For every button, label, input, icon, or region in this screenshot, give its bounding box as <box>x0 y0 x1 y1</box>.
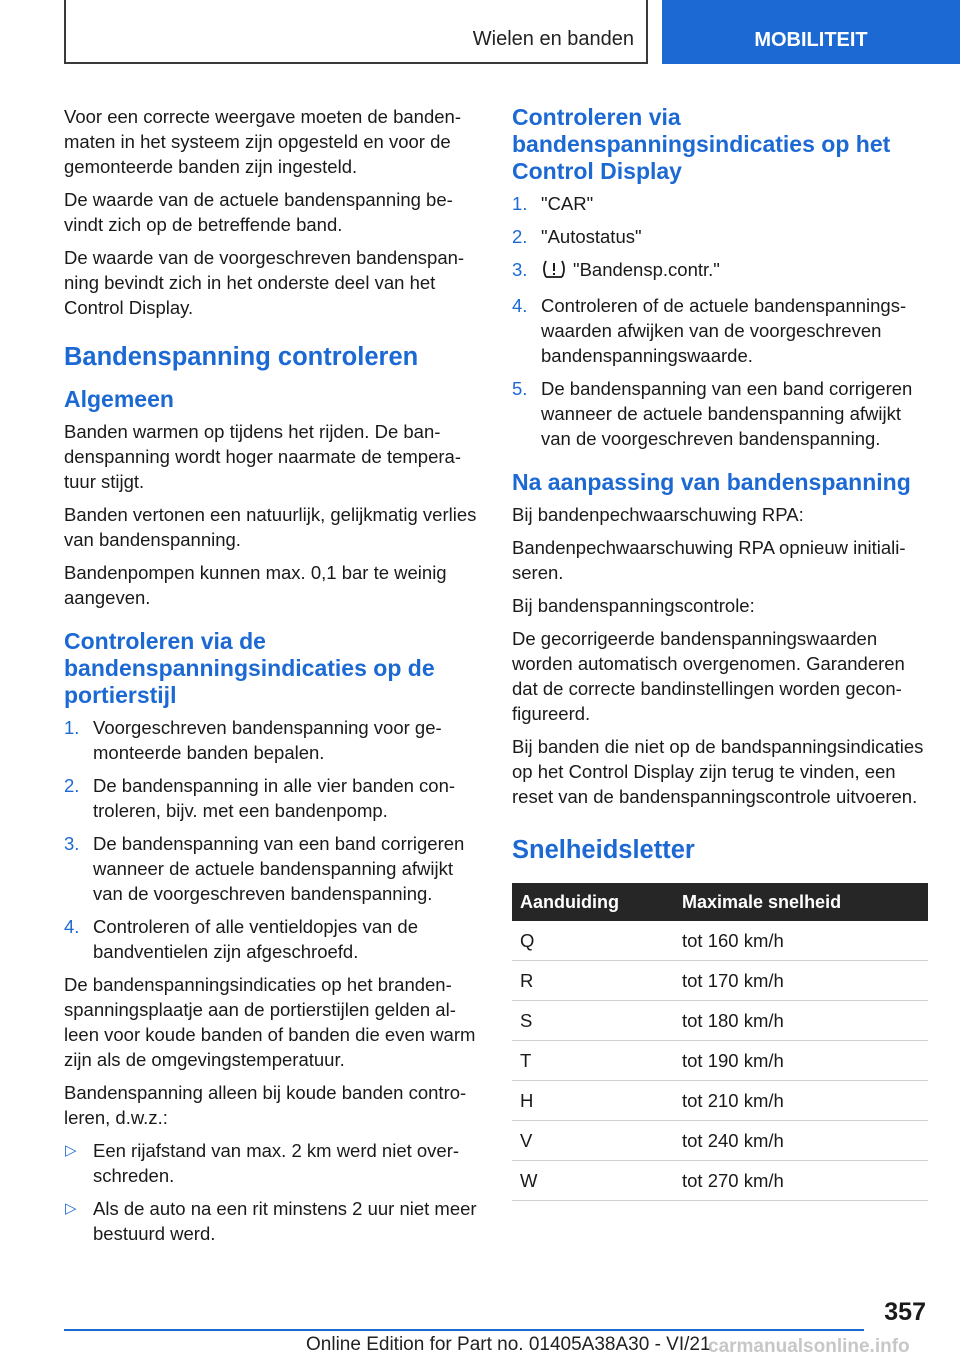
step-text: Voorgeschreven bandenspanning voor gemonteerde banden bepalen. <box>93 717 442 763</box>
algemeen-paragraph: Banden vertonen een natuurlijk, gelijkmatig verlies van bandenspanning. <box>64 504 477 550</box>
step-number: 1. <box>512 193 528 214</box>
step-number: 1. <box>64 717 80 738</box>
left-column <box>64 104 478 1254</box>
step-number: 3. <box>64 833 80 854</box>
speed-letter: S <box>512 1001 682 1041</box>
portierstijl-steps <box>64 715 478 964</box>
footer-divider <box>64 1329 864 1331</box>
list-item <box>64 914 478 964</box>
bullet-triangle-icon: ▷ <box>65 1200 77 1217</box>
step-number: 2. <box>512 226 528 247</box>
aanpassing-paragraph: Bij banden die niet op de bandspanningsindicaties op het Control Display zijn terug te vinden, een reset van de bandenspanningscontrole uitvoeren. <box>512 736 924 807</box>
header-chapter-tab: MOBILITEIT <box>662 0 960 64</box>
step-text: De bandenspanning in alle vier banden controleren, bijv. met een bandenpomp. <box>93 775 456 821</box>
table-row <box>512 1121 928 1161</box>
step-text: "Bandensp.contr." <box>573 259 720 280</box>
max-speed: tot 170 km/h <box>682 961 928 1001</box>
max-speed: tot 190 km/h <box>682 1041 928 1081</box>
table-row <box>512 1001 928 1041</box>
portierstijl-note: De bandenspanningsindicaties op het brandenspanningsplaatje aan de portierstijlen gelden alleen voor koude banden of banden die even warm zijn als de omgevingstemperatuur. <box>64 974 476 1070</box>
column-header-aanduiding: Aanduiding <box>512 883 682 921</box>
speed-letter: V <box>512 1121 682 1161</box>
bullet-text: Een rijafstand van max. 2 km werd niet overschreden. <box>93 1140 460 1186</box>
max-speed: tot 240 km/h <box>682 1121 928 1161</box>
aanpassing-paragraph: De gecorrigeerde bandenspanningswaarden worden automatisch overgenomen. Garanderen dat de correcte bandinstellingen worden geconfigureerd. <box>512 628 905 724</box>
bullet-triangle-icon: ▷ <box>65 1142 77 1159</box>
step-text: Controleren of alle ventieldopjes van de bandventielen zijn afgeschroefd. <box>93 916 418 962</box>
list-item <box>64 1138 478 1188</box>
aanpassing-paragraph: Bandenpechwaarschuwing RPA opnieuw initialiseren. <box>512 537 906 583</box>
table-row <box>512 961 928 1001</box>
intro-paragraph: De waarde van de actuele bandenspanning bevindt zich op de betreffende band. <box>64 189 453 235</box>
header-section-title: Wielen en banden <box>472 28 634 50</box>
heading-na-aanpassing: Na aanpassing van bandenspanning <box>512 469 911 495</box>
portierstijl-note: Bandenspanning alleen bij koude banden controleren, d.w.z.: <box>64 1082 467 1128</box>
control-display-steps <box>512 191 928 451</box>
max-speed: tot 270 km/h <box>682 1161 928 1201</box>
speed-rating-table <box>512 883 928 1201</box>
table-header-row <box>512 883 928 921</box>
list-item <box>512 376 928 451</box>
step-text: De bandenspanning van een band corrigeren wanneer de actuele bandenspanning afwijkt van de voorgeschreven bandenspanning. <box>93 833 465 904</box>
list-item <box>64 1196 478 1246</box>
table-row <box>512 1041 928 1081</box>
table-row <box>512 1161 928 1201</box>
heading-algemeen: Algemeen <box>64 386 174 412</box>
list-item <box>512 191 928 216</box>
list-item <box>64 831 478 906</box>
aanpassing-paragraph: Bij bandenspanningscontrole: <box>512 595 755 616</box>
speed-letter: Q <box>512 921 682 961</box>
aanpassing-paragraph: Bij bandenpechwaarschuwing RPA: <box>512 504 804 525</box>
step-number: 3. <box>512 259 528 280</box>
max-speed: tot 160 km/h <box>682 921 928 961</box>
intro-paragraph: Voor een correcte weergave moeten de bandenmaten in het systeem zijn opgesteld en voor de gemonteerde banden zijn ingesteld. <box>64 106 461 177</box>
list-item <box>64 715 478 765</box>
list-item <box>64 773 478 823</box>
cold-tire-conditions <box>64 1138 478 1246</box>
list-item <box>512 257 928 285</box>
step-number: 5. <box>512 378 528 399</box>
step-number: 4. <box>512 295 528 316</box>
heading-snelheidsletter: Snelheidsletter <box>512 836 695 864</box>
step-number: 4. <box>64 916 80 937</box>
table-row <box>512 1081 928 1121</box>
step-number: 2. <box>64 775 80 796</box>
heading-control-display: Controleren via bandenspanningsindicaties op het Control Display <box>512 104 891 184</box>
footer-edition: Online Edition for Part no. 01405A38A30 - VI/21 <box>306 1334 711 1355</box>
speed-letter: R <box>512 961 682 1001</box>
step-text: De bandenspanning van een band corrigeren wanneer de actuele bandenspanning afwijkt van de voorgeschreven bandenspanning. <box>541 378 913 449</box>
bullet-text: Als de auto na een rit minstens 2 uur niet meer bestuurd werd. <box>93 1198 477 1244</box>
algemeen-paragraph: Banden warmen op tijdens het rijden. De bandenspanning wordt hoger naarmate de temperatuur stijgt. <box>64 421 461 492</box>
heading-bandenspanning-controleren: Bandenspanning controleren <box>64 343 419 371</box>
max-speed: tot 180 km/h <box>682 1001 928 1041</box>
step-text: "CAR" <box>541 193 594 214</box>
tire-pressure-warning-icon <box>541 259 567 285</box>
speed-letter: W <box>512 1161 682 1201</box>
speed-letter: H <box>512 1081 682 1121</box>
max-speed: tot 210 km/h <box>682 1081 928 1121</box>
algemeen-paragraph: Bandenpompen kunnen max. 0,1 bar te weinig aangeven. <box>64 562 447 608</box>
list-item <box>512 293 928 368</box>
right-column <box>512 104 928 1201</box>
heading-portierstijl: Controleren via de bandenspanningsindicaties op de portierstijl <box>64 628 435 708</box>
page-number: 357 <box>884 1298 926 1326</box>
step-text: Controleren of de actuele bandenspanningswaarden afwijken van de voorgeschreven bandenspanningswaarde. <box>541 295 907 366</box>
list-item <box>512 224 928 249</box>
table-row <box>512 921 928 961</box>
intro-paragraph: De waarde van de voorgeschreven bandenspanning bevindt zich in het onderste deel van het Control Display. <box>64 247 465 318</box>
watermark: carmanualsonline.info <box>708 1336 910 1357</box>
step-text: "Autostatus" <box>541 226 642 247</box>
speed-letter: T <box>512 1041 682 1081</box>
column-header-max-snelheid: Maximale snelheid <box>682 883 928 921</box>
